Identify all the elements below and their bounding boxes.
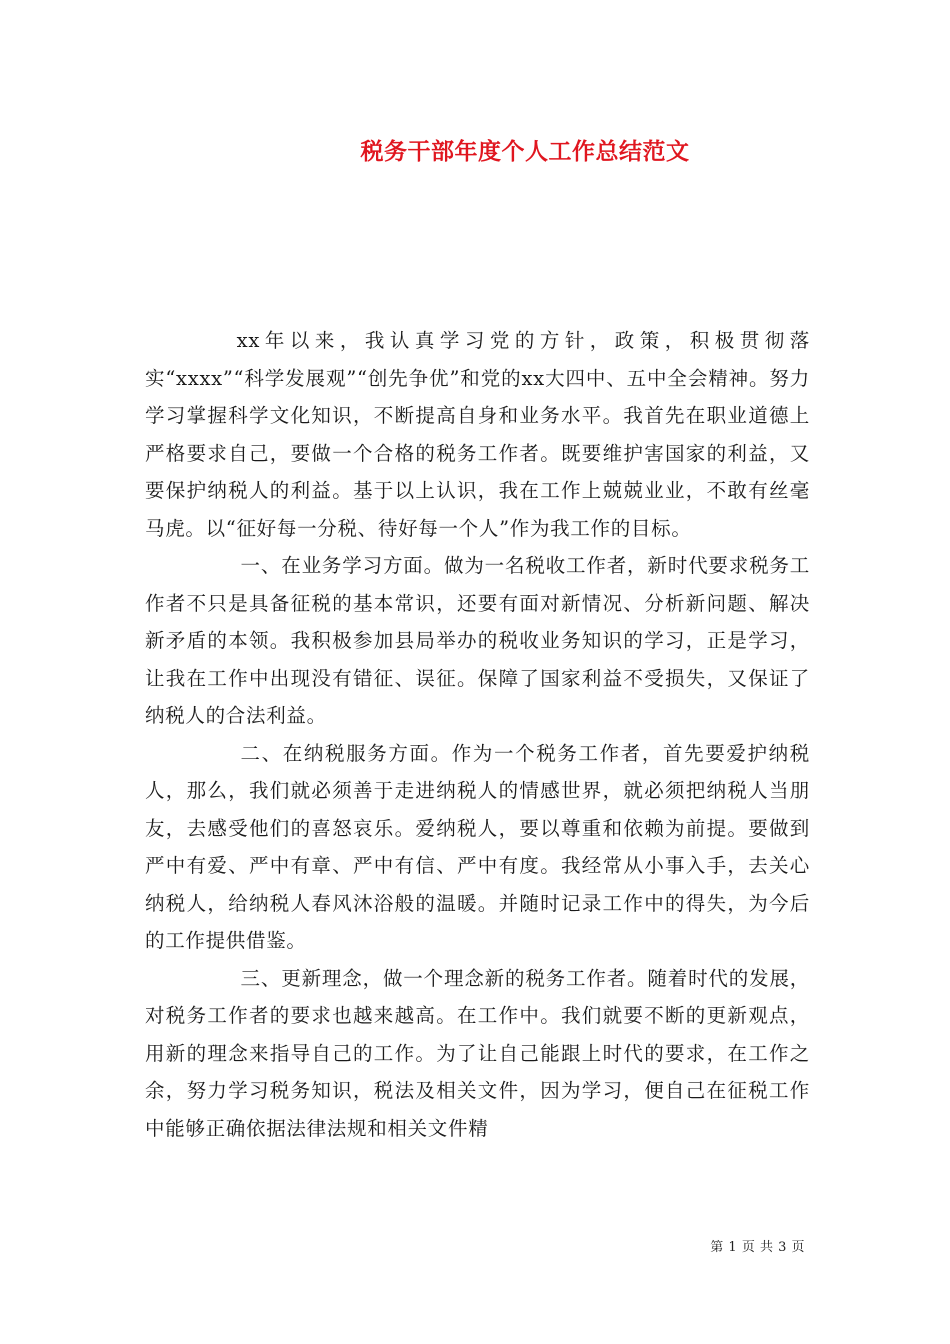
page-number-footer: 第 1 页 共 3 页: [710, 1240, 805, 1255]
document-body: [145, 322, 810, 1147]
document-title: 税务干部年度个人工作总结范文: [360, 138, 690, 165]
paragraph-business-study: 一、在业务学习方面。做为一名税收工作者，新时代要求税务工作者不只是具备征税的基本常识，还要有面对新情况、分析新问题、解决新矛盾的本领。我积极参加县局举办的税收业务知识的学习，正是学习，让我在工作中出现没有错征、误征。保障了国家利益不受损失，又保证了纳税人的合法利益。: [145, 554, 810, 727]
paragraph-intro: xx年以来，我认真学习党的方针，政策，积极贯彻落实“xxxx”“科学发展观”“创先争优”和党的xx大四中、五中全会精神。努力学习掌握科学文化知识，不断提高自身和业务水平。我首先在职业道德上严格要求自己，要做一个合格的税务工作者。既要维护害国家的利益，又要保护纳税人的利益。基于以上认识，我在工作上兢兢业业，不敢有丝毫马虎。以“征好每一分税、待好每一个人”作为我工作的目标。: [145, 329, 810, 540]
paragraph-update-concepts: 三、更新理念，做一个理念新的税务工作者。随着时代的发展，对税务工作者的要求也越来越高。在工作中。我们就要不断的更新观点，用新的理念来指导自己的工作。为了让自己能跟上时代的要求，在工作之余，努力学习税务知识，税法及相关文件，因为学习，便自己在征税工作中能够正确依据法律法规和相关文件精: [145, 966, 810, 1140]
paragraph-taxpayer-service: 二、在纳税服务方面。作为一个税务工作者，首先要爱护纳税人，那么，我们就必须善于走进纳税人的情感世界，就必须把纳税人当朋友，去感受他们的喜怒哀乐。爱纳税人，要以尊重和依赖为前提。要做到严中有爱、严中有章、严中有信、严中有度。我经常从小事入手，去关心纳税人，给纳税人春风沐浴般的温暖。并随时记录工作中的得失，为今后的工作提供借鉴。: [145, 741, 810, 952]
